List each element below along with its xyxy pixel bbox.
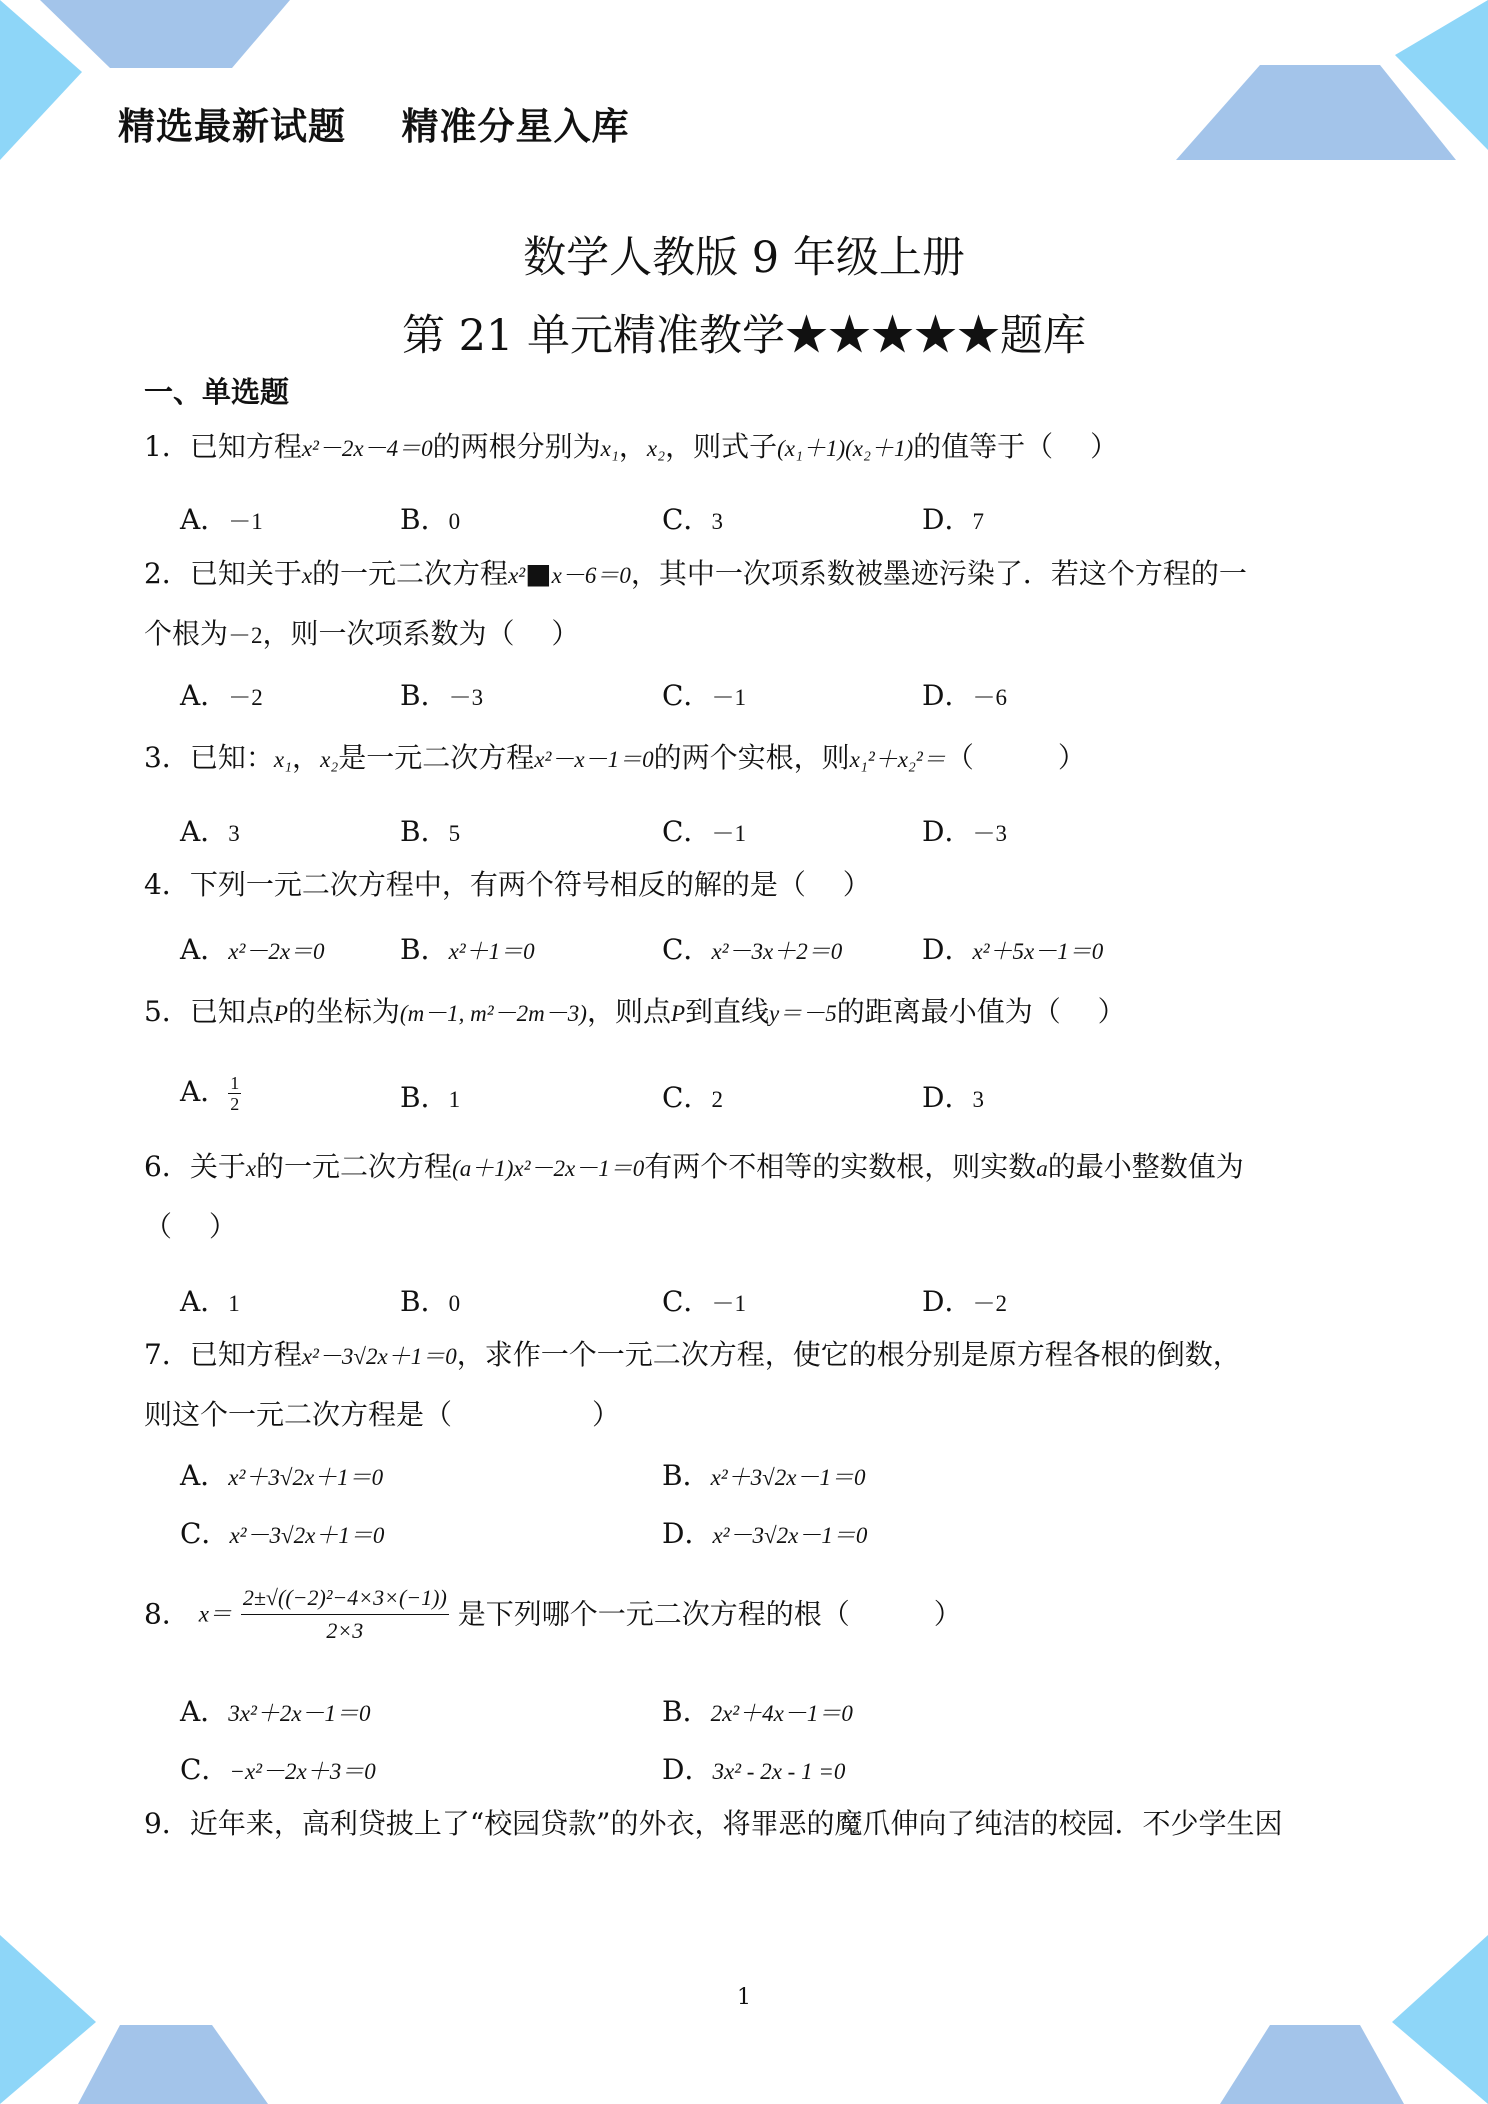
section-heading: 一、单选题	[144, 375, 290, 409]
q2-option-b[interactable]: B．－3	[400, 679, 484, 712]
q3-option-d[interactable]: D．－3	[922, 815, 1007, 848]
deco-trapezoid	[1220, 2025, 1404, 2104]
q8-option-b[interactable]: B．2x²＋4x－1＝0	[662, 1695, 853, 1728]
q3-option-b[interactable]: B．5	[400, 815, 461, 848]
q5-option-b[interactable]: B．1	[400, 1081, 461, 1114]
ink-blot: ■	[525, 557, 552, 590]
deco-triangle	[1392, 1935, 1488, 2104]
q5-option-c[interactable]: C．2	[662, 1081, 723, 1114]
quadratic-formula-fraction: $\frac{\text{2±√((−2)²−4×3×(−1))}}{2\times 3}$	[241, 1582, 449, 1647]
q3-option-a[interactable]: A．3	[180, 815, 240, 848]
q8-option-d[interactable]: D．3x² - 2x - 1 =0	[662, 1753, 846, 1786]
q1-option-b[interactable]: B．0	[400, 503, 461, 536]
question-2: 2．已知关于x的一元二次方程x²■x－6＝0，其中一次项系数被墨迹污染了．若这个方程的一 个根为－2，则一次项系数为（ ）	[144, 557, 1247, 650]
q4-option-a[interactable]: A．x²－2x＝0	[180, 933, 325, 966]
q6-option-b[interactable]: B．0	[400, 1285, 461, 1318]
q5-option-d[interactable]: D．3	[922, 1081, 984, 1114]
question-6: 6．关于x的一元二次方程(a＋1)x²－2x－1＝0有两个不相等的实数根，则实数a的最小整数值为 （ ）	[144, 1150, 1244, 1243]
q1-option-d[interactable]: D．7	[922, 503, 984, 536]
q3-option-c[interactable]: C．－1	[662, 815, 746, 848]
q2-option-d[interactable]: D．－6	[922, 679, 1007, 712]
q4-option-c[interactable]: C．x²－3x＋2＝0	[662, 933, 843, 966]
corner-decoration-bottom-right	[1180, 1930, 1488, 2104]
q6-option-c[interactable]: C．－1	[662, 1285, 746, 1318]
q5-option-a[interactable]: A． $\frac{1}{2}$	[180, 1073, 240, 1114]
q4-option-b[interactable]: B．x²＋1＝0	[400, 933, 535, 966]
deco-triangle	[0, 1935, 96, 2104]
q7-option-c[interactable]: C．x²－3√2x＋1＝0	[180, 1517, 385, 1550]
math: x²－2x－4＝0	[301, 436, 433, 461]
q2-option-c[interactable]: C．－1	[662, 679, 746, 712]
q2-option-a[interactable]: A．－2	[180, 679, 263, 712]
deco-trapezoid	[1176, 65, 1456, 160]
question-7: 7．已知方程x²－3√2x＋1＝0，求作一个一元二次方程，使它的根分别是原方程各根的倒数， 则这个一元二次方程是（ ）	[144, 1338, 1241, 1431]
math: (x₁＋1)(x₂＋1)	[777, 436, 914, 461]
fraction: $\frac{1}{2}$	[230, 1073, 240, 1114]
q7-option-b[interactable]: B．x²＋3√2x－1＝0	[662, 1459, 866, 1492]
q8-option-c[interactable]: C．−x²－2x＋3＝0	[180, 1753, 376, 1786]
question-5: 5．已知点P的坐标为(m－1, m²－2m－3)，则点P到直线y＝－5的距离最小值为（ ）	[144, 995, 1126, 1028]
q8-option-a[interactable]: A．3x²＋2x－1＝0	[180, 1695, 371, 1728]
deco-trapezoid	[40, 0, 290, 68]
deco-trapezoid	[78, 2025, 268, 2104]
q1-option-c[interactable]: C．3	[662, 503, 723, 536]
q7-option-a[interactable]: A．x²＋3√2x＋1＝0	[180, 1459, 384, 1492]
question-9: 9．近年来，高利贷披上了“校园贷款”的外衣，将罪恶的魔爪伸向了纯洁的校园．不少学生因	[144, 1807, 1283, 1840]
q6-option-d[interactable]: D．－2	[922, 1285, 1007, 1318]
question-3: 3．已知：x₁，x₂是一元二次方程x²－x－1＝0的两个实根，则x₁²＋x₂²＝（ ）	[144, 741, 1086, 774]
question-4: 4．下列一元二次方程中，有两个符号相反的解的是（ ）	[144, 868, 871, 901]
q4-option-d[interactable]: D．x²＋5x－1＝0	[922, 933, 1104, 966]
corner-decoration-top-right	[1170, 0, 1488, 170]
q7-option-d[interactable]: D．x²－3√2x－1＝0	[662, 1517, 868, 1550]
header-banner: 精选最新试题 精准分星入库	[118, 105, 630, 148]
page-number: 1	[737, 1985, 751, 2010]
page-subtitle: 第 21 单元精准教学★★★★★题库	[401, 311, 1087, 361]
q6-option-a[interactable]: A．1	[180, 1285, 240, 1318]
question-1: 1．已知方程x²－2x－4＝0的两根分别为x₁，x₂，则式子(x₁＋1)(x₂＋1)的值等于（ ）	[144, 430, 1119, 463]
page-title: 数学人教版 9 年级上册	[523, 233, 965, 283]
q1-option-a[interactable]: A．－1	[180, 503, 263, 536]
question-8: 8． x＝ $\frac{\text{2±√((−2)²−4×3×(−1))}}{2\times 3}$ 是下列哪个一元二次方程的根（ ）	[144, 1582, 1354, 1647]
corner-decoration-bottom-left	[0, 1930, 310, 2104]
